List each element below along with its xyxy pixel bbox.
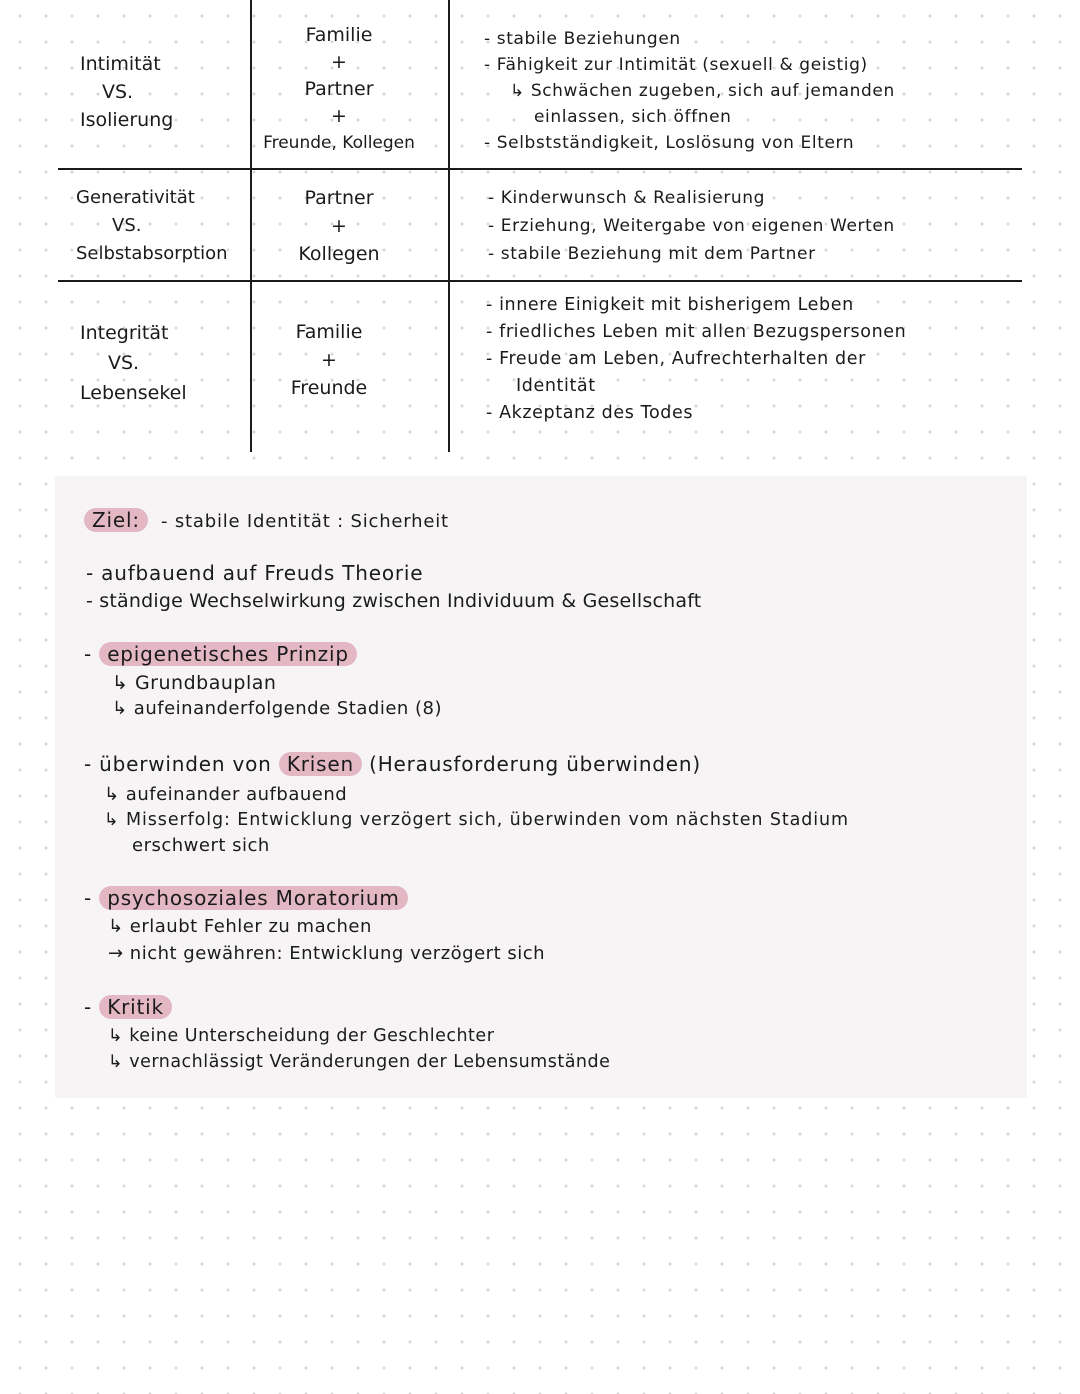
note-item: - stabile Beziehungen xyxy=(484,29,681,49)
crises-post: (Herausforderung überwinden) xyxy=(369,752,701,776)
table-row-3-stage xyxy=(80,318,187,408)
table-divider-horizontal-1 xyxy=(58,168,1022,170)
stage-vs: VS. xyxy=(102,81,134,103)
moratorium-sub-1: ↳ erlaubt Fehler zu machen xyxy=(108,916,372,937)
epigenetic-sub-1: ↳ Grundbauplan xyxy=(112,672,277,694)
plus-sign: + xyxy=(331,105,347,127)
crises-sub-1: ↳ aufeinander aufbauend xyxy=(104,784,348,805)
table-row-2-persons xyxy=(240,184,438,268)
table-divider-vertical-2 xyxy=(448,0,450,452)
plus-sign: + xyxy=(331,215,347,237)
note-item: - Erziehung, Weitergabe von eigenen Werten xyxy=(488,216,895,236)
crises-label: Krisen xyxy=(279,752,362,776)
crises-sub-3: erschwert sich xyxy=(132,835,270,856)
table-row-1-stage xyxy=(80,50,173,134)
table-row-1-persons xyxy=(240,22,438,157)
goal-line xyxy=(84,507,449,535)
summary-line-foundation: - aufbauend auf Freuds Theorie xyxy=(86,561,424,585)
person: Kollegen xyxy=(298,243,380,265)
stage-counterpart: Lebensekel xyxy=(80,382,187,404)
critique-label: Kritik xyxy=(99,995,172,1019)
stage-vs: VS. xyxy=(112,215,142,236)
note-item: - Freude am Leben, Aufrechterhalten der xyxy=(486,349,866,369)
note-subitem: ↳ Schwächen zugeben, sich auf jemanden xyxy=(510,81,895,101)
note-item: - stabile Beziehung mit dem Partner xyxy=(488,244,816,264)
crises-sub-2: ↳ Misserfolg: Entwicklung verzögert sich, überwinden vom nächsten Stadium xyxy=(104,810,849,830)
note-item: - Kinderwunsch & Realisierung xyxy=(488,188,766,208)
table-row-2-notes xyxy=(488,184,895,268)
critique-sub-1: ↳ keine Unterscheidung der Geschlechter xyxy=(108,1026,495,1046)
person: Partner xyxy=(304,78,374,100)
bullet-dash: - xyxy=(84,642,93,666)
person: Partner xyxy=(304,187,374,209)
note-item: - Selbstständigkeit, Loslösung von Eltern xyxy=(484,133,855,153)
note-item: - friedliches Leben mit allen Bezugspersonen xyxy=(486,322,907,342)
plus-sign: + xyxy=(321,349,337,371)
stage-vs: VS. xyxy=(108,352,140,374)
plus-sign: + xyxy=(331,51,347,73)
goal-text: - stabile Identität : Sicherheit xyxy=(161,511,449,532)
person: Familie xyxy=(295,321,363,343)
person: Familie xyxy=(305,24,373,46)
moratorium-label: psychosoziales Moratorium xyxy=(99,886,407,910)
epigenetic-sub-2: ↳ aufeinanderfolgende Stadien (8) xyxy=(112,698,443,719)
table-row-1-notes xyxy=(484,26,895,156)
note-item: - innere Einigkeit mit bisherigem Leben xyxy=(486,295,854,315)
goal-label: Ziel: xyxy=(84,508,148,532)
moratorium-sub-2: → nicht gewähren: Entwicklung verzögert sich xyxy=(108,943,546,964)
critique-heading xyxy=(84,994,172,1020)
stage-name: Integrität xyxy=(80,322,169,344)
epigenetic-label: epigenetisches Prinzip xyxy=(99,642,357,666)
note-item: - Akzeptanz des Todes xyxy=(486,403,694,423)
critique-sub-2: ↳ vernachlässigt Veränderungen der Lebensumstände xyxy=(108,1052,611,1072)
person: Freunde xyxy=(290,377,368,399)
note-item: - Fähigkeit zur Intimität (sexuell & geistig) xyxy=(484,55,868,75)
stage-name: Generativität xyxy=(76,187,195,208)
table-divider-horizontal-2 xyxy=(58,280,1022,282)
table-row-3-notes xyxy=(486,292,906,427)
summary-line-interaction: - ständige Wechselwirkung zwischen Individuum & Gesellschaft xyxy=(86,590,702,612)
stage-counterpart: Isolierung xyxy=(80,109,174,131)
moratorium-heading xyxy=(84,885,408,911)
crises-pre: - überwinden von xyxy=(84,752,272,776)
stage-name: Intimität xyxy=(80,53,161,75)
table-row-3-persons xyxy=(230,318,428,402)
note-subitem: einlassen, sich öffnen xyxy=(534,107,732,127)
crises-heading xyxy=(84,751,701,777)
bullet-dash: - xyxy=(84,886,93,910)
person: Freunde, Kollegen xyxy=(263,133,415,153)
note-subitem: Identität xyxy=(516,376,596,396)
bullet-dash: - xyxy=(84,995,93,1019)
epigenetic-heading xyxy=(84,641,357,667)
table-row-2-stage xyxy=(76,184,228,268)
stage-counterpart: Selbstabsorption xyxy=(76,243,228,264)
